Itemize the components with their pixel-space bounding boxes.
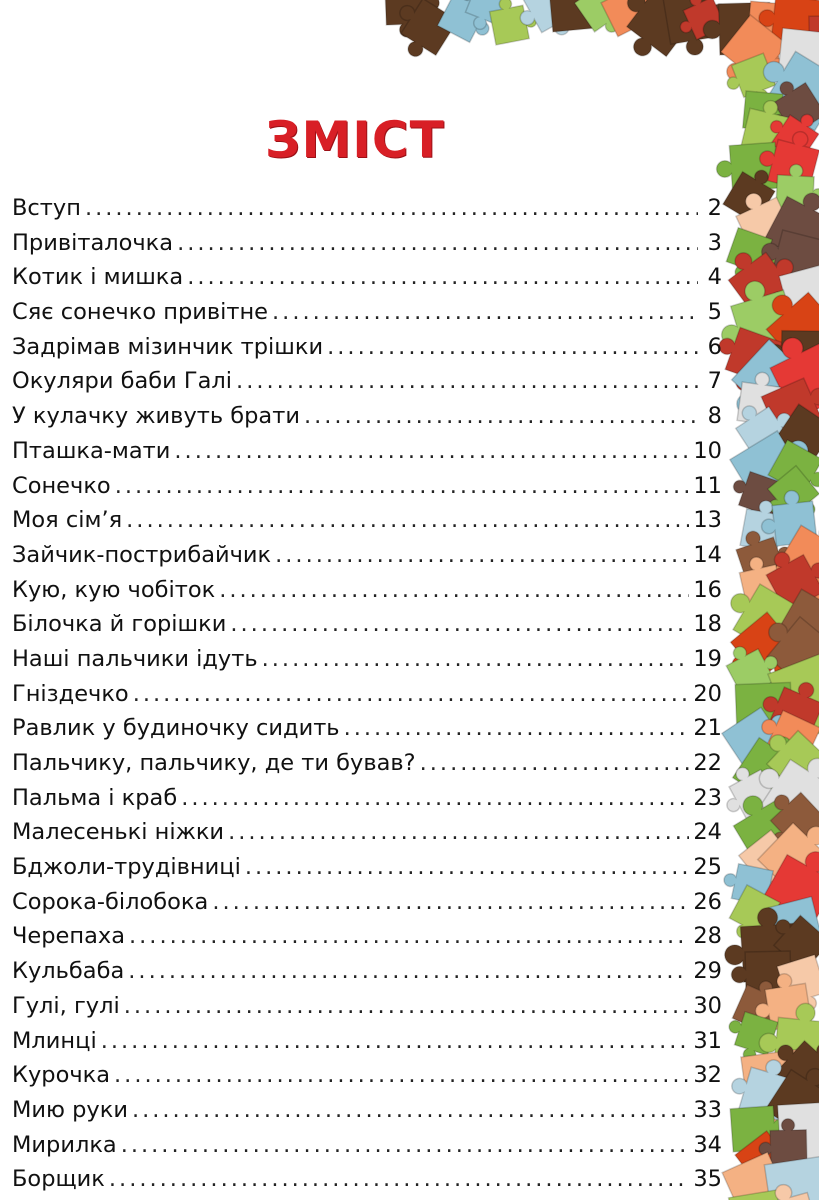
toc-entry (12, 715, 722, 750)
toc-entry-page: 2 (707, 195, 722, 221)
toc-dot-leader (132, 1097, 689, 1123)
toc-entry-title: Пальма і краб (12, 784, 178, 811)
toc-entry (12, 681, 722, 716)
toc-entry-page: 30 (693, 992, 722, 1019)
toc-entry-title: Млинці (12, 1027, 97, 1054)
toc-entry (12, 334, 722, 369)
toc-entry (12, 1097, 722, 1132)
toc-dot-leader (327, 334, 698, 360)
toc-entry-page: 3 (707, 229, 722, 256)
toc-dot-leader (128, 958, 689, 984)
toc-entry (12, 195, 722, 230)
toc-entry-page: 28 (693, 923, 722, 950)
toc-entry-title: Равлик у будиночку сидить (12, 715, 340, 742)
toc-entry-title: Сорока-білобока (12, 888, 209, 915)
toc-entry-page: 16 (693, 576, 722, 603)
toc-entry-title: Зайчик-пострибайчик (12, 541, 272, 568)
toc-entry-page: 11 (693, 472, 722, 499)
toc-entry-page: 8 (707, 403, 722, 430)
toc-entry (12, 1132, 722, 1167)
toc-entry (12, 577, 722, 612)
toc-entry-title: Вступ (12, 195, 81, 221)
toc-entry-title: Кую, кую чобіток (12, 576, 216, 603)
toc-dot-leader (304, 403, 698, 429)
toc-dot-leader (115, 473, 690, 499)
toc-entry-title: Курочка (12, 1062, 111, 1089)
toc-entry (12, 230, 722, 265)
toc-dot-leader (262, 646, 690, 672)
toc-entry-title: Кульбаба (12, 958, 125, 985)
toc-entry-page: 13 (693, 507, 722, 534)
toc-entry-page: 6 (707, 333, 722, 360)
toc-dot-leader (275, 542, 689, 568)
toc-dot-leader (177, 230, 698, 256)
toc-entry-page: 10 (693, 437, 722, 464)
toc-entry (12, 750, 722, 785)
toc-dot-leader (126, 507, 689, 533)
toc-entry-title: Привіталочка (12, 229, 174, 256)
toc-entry-page: 34 (693, 1131, 722, 1158)
toc-entry-title: Задрімав мізинчик трішки (12, 333, 324, 360)
toc-entry-page: 32 (693, 1062, 722, 1089)
toc-entry-page: 24 (693, 819, 722, 846)
toc-entry-title: Наші пальчики ідуть (12, 645, 258, 672)
toc-entry-title: Гніздечко (12, 680, 129, 707)
toc-dot-leader (121, 1132, 690, 1158)
toc-entry-title: Білочка й горішки (12, 611, 227, 638)
toc-dot-leader (219, 577, 689, 603)
toc-entry (12, 958, 722, 993)
toc-entry (12, 819, 722, 854)
toc-entry-page: 26 (693, 888, 722, 915)
toc-entry-page: 25 (693, 854, 722, 881)
toc-entry-title: Моя сім’я (12, 507, 123, 534)
page-title: ЗМІСТ (265, 111, 445, 169)
toc-entry-page: 14 (693, 541, 722, 568)
toc-dot-leader (129, 923, 689, 949)
toc-entry-page: 5 (707, 299, 722, 326)
toc-dot-leader (236, 368, 698, 394)
toc-dot-leader (181, 785, 689, 811)
toc-dot-leader (245, 854, 690, 880)
toc-dot-leader (114, 1062, 689, 1088)
toc-entry (12, 646, 722, 681)
toc-entry-title: Малесенькі ніжки (12, 819, 225, 846)
toc-entry-page: 29 (693, 958, 722, 985)
toc-entry (12, 1028, 722, 1063)
toc-entry-title: Бджоли-трудівниці (12, 854, 241, 881)
toc-entry-page: 21 (693, 715, 722, 742)
toc-entry (12, 299, 722, 334)
toc-entry (12, 854, 722, 889)
toc-entry (12, 264, 722, 299)
toc-entry-page: 33 (693, 1096, 722, 1123)
toc-entry-title: Окуляри баби Галі (12, 368, 233, 395)
toc-dot-leader (344, 715, 690, 741)
toc-entry-title: Борщик (12, 1166, 105, 1193)
toc-entry-page: 7 (707, 368, 722, 395)
toc-dot-leader (133, 681, 690, 707)
toc-entry (12, 473, 722, 508)
toc-entry-page: 31 (693, 1027, 722, 1054)
toc-entry-title: Пальчику, пальчику, де ти бував? (12, 750, 416, 776)
toc-dot-leader (101, 1028, 690, 1054)
toc-entry (12, 923, 722, 958)
toc-entry (12, 507, 722, 542)
toc-entry (12, 1166, 722, 1201)
toc-dot-leader (109, 1166, 689, 1192)
toc-entry (12, 368, 722, 403)
toc-entry-page: 22 (693, 750, 722, 776)
toc-entry-title: Пташка-мати (12, 437, 171, 464)
toc-entry-title: Котик і мишка (12, 264, 184, 291)
toc-entry-page: 18 (693, 611, 722, 638)
toc-dot-leader (187, 264, 698, 290)
toc-dot-leader (228, 819, 689, 845)
toc-entry-page: 35 (693, 1166, 722, 1193)
toc-dot-leader (420, 750, 690, 776)
toc-dot-leader (272, 299, 698, 325)
toc-entry-page: 4 (707, 264, 722, 291)
toc-dot-leader (230, 611, 689, 637)
table-of-contents (12, 195, 722, 1201)
toc-entry (12, 438, 722, 473)
toc-entry (12, 611, 722, 646)
toc-entry-page: 23 (693, 784, 722, 811)
toc-entry-title: Черепаха (12, 923, 125, 950)
toc-entry-title: Мирилка (12, 1131, 117, 1158)
toc-entry-title: Сонечко (12, 472, 111, 499)
toc-entry-title: Сяє сонечко привітне (12, 299, 269, 326)
toc-entry (12, 993, 722, 1028)
toc-entry-page: 20 (693, 680, 722, 707)
toc-entry (12, 403, 722, 438)
toc-entry (12, 785, 722, 820)
toc-entry-page: 19 (693, 645, 722, 672)
toc-dot-leader (85, 195, 698, 221)
toc-entry-title: Мию руки (12, 1096, 128, 1123)
toc-entry-title: У кулачку живуть брати (12, 403, 300, 430)
toc-entry (12, 1062, 722, 1097)
toc-dot-leader (212, 889, 689, 915)
toc-dot-leader (124, 993, 690, 1019)
toc-entry (12, 542, 722, 577)
toc-entry-title: Гулі, гулі (12, 992, 120, 1019)
toc-entry (12, 889, 722, 924)
toc-dot-leader (174, 438, 689, 464)
